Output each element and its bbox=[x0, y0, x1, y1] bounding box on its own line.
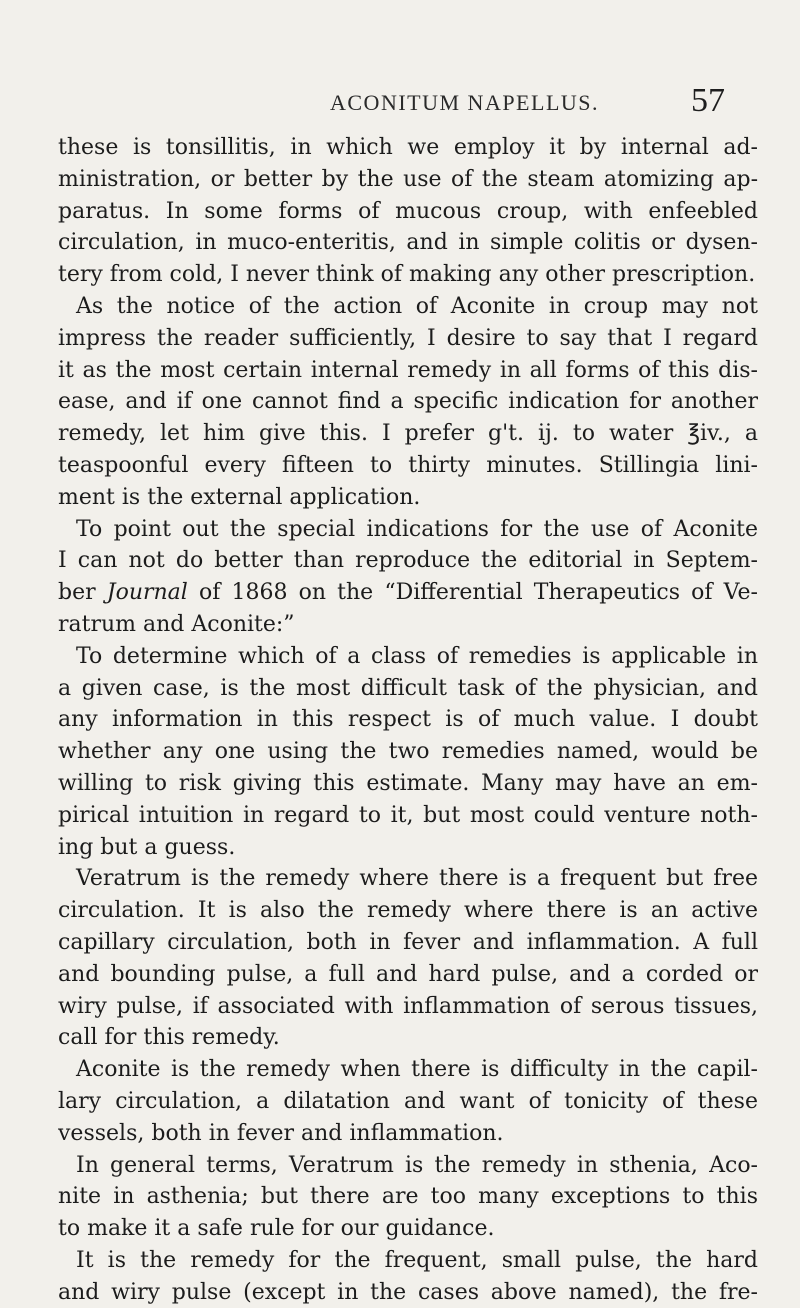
text-line: To determine which of a class of remedies is applicable in bbox=[76, 643, 758, 669]
running-head-title: ACONITUM NAPELLUS. bbox=[330, 90, 599, 115]
text-line: willing to risk giving this estimate. Many may have an em- bbox=[58, 770, 758, 796]
text-line: and wiry pulse (except in the cases above named), the fre- bbox=[58, 1279, 758, 1305]
text-line: pirical intuition in regard to it, but most could venture noth- bbox=[58, 802, 758, 828]
text-line: and bounding pulse, a full and hard pulse, and a corded or bbox=[58, 961, 758, 987]
body-text bbox=[58, 132, 758, 1308]
text-line-segment: of 1868 on the “Differential Therapeutics of Ve- bbox=[187, 580, 758, 606]
text-line: impress the reader sufficiently, I desire to say that I regard bbox=[58, 325, 758, 351]
text-line bbox=[58, 577, 758, 609]
text-line: a given case, is the most difficult task of the physician, and bbox=[58, 675, 758, 701]
text-line: ratrum and Aconite:” bbox=[58, 611, 295, 637]
text-line: ing but a guess. bbox=[58, 834, 236, 860]
text-line: tery from cold, I never think of making any other prescription. bbox=[58, 262, 756, 288]
text-line: lary circulation, a dilatation and want of tonicity of these bbox=[58, 1088, 758, 1114]
page-number: 57 bbox=[691, 82, 725, 119]
text-line: ment is the external application. bbox=[58, 484, 421, 510]
text-line: whether any one using the two remedies named, would be bbox=[58, 739, 758, 765]
text-line: wiry pulse, if associated with inflammation of serous tissues, bbox=[58, 993, 758, 1019]
text-line: To point out the special indications for the use of Aconite bbox=[76, 516, 758, 542]
text-line: paratus. In some forms of mucous croup, with enfeebled bbox=[58, 198, 758, 224]
text-line: circulation. It is also the remedy where there is an active bbox=[58, 898, 758, 924]
text-line: ministration, or better by the use of the steam atomizing ap- bbox=[58, 166, 758, 192]
text-line: circulation, in muco-enteritis, and in simple colitis or dysen- bbox=[58, 230, 758, 256]
text-line: these is tonsillitis, in which we employ it by internal ad- bbox=[58, 135, 758, 160]
text-line: call for this remedy. bbox=[58, 1025, 280, 1051]
text-line: nite in asthenia; but there are too many exceptions to this bbox=[58, 1184, 758, 1210]
text-line: any information in this respect is of much value. I doubt bbox=[58, 707, 758, 733]
text-line: ease, and if one cannot find a specific indication for another bbox=[58, 389, 758, 415]
text-line: It is the remedy for the frequent, small pulse, the hard bbox=[76, 1247, 758, 1273]
text-line: Aconite is the remedy when there is difficulty in the capil- bbox=[76, 1057, 758, 1083]
text-line: In general terms, Veratrum is the remedy in sthenia, Aco- bbox=[76, 1152, 758, 1178]
italic-title: Journal bbox=[106, 580, 188, 606]
text-line: As the notice of the action of Aconite in croup may not bbox=[76, 293, 758, 319]
text-line: remedy, let him give this. I prefer g't. ij. to water ℥iv., a bbox=[58, 421, 758, 447]
text-line: vessels, both in fever and inflammation. bbox=[58, 1120, 504, 1146]
text-line: capillary circulation, both in fever and inflammation. A full bbox=[58, 929, 758, 955]
text-line: Veratrum is the remedy where there is a frequent but free bbox=[76, 866, 758, 892]
text-line: to make it a safe rule for our guidance. bbox=[58, 1216, 495, 1242]
text-line-segment: ber bbox=[58, 580, 107, 606]
text-line: I can not do better than reproduce the editorial in Septem- bbox=[58, 548, 758, 574]
running-head bbox=[0, 82, 800, 120]
text-line: teaspoonful every fifteen to thirty minutes. Stillingia lini- bbox=[58, 452, 758, 478]
text-line: it as the most certain internal remedy in all forms of this dis- bbox=[58, 357, 758, 383]
